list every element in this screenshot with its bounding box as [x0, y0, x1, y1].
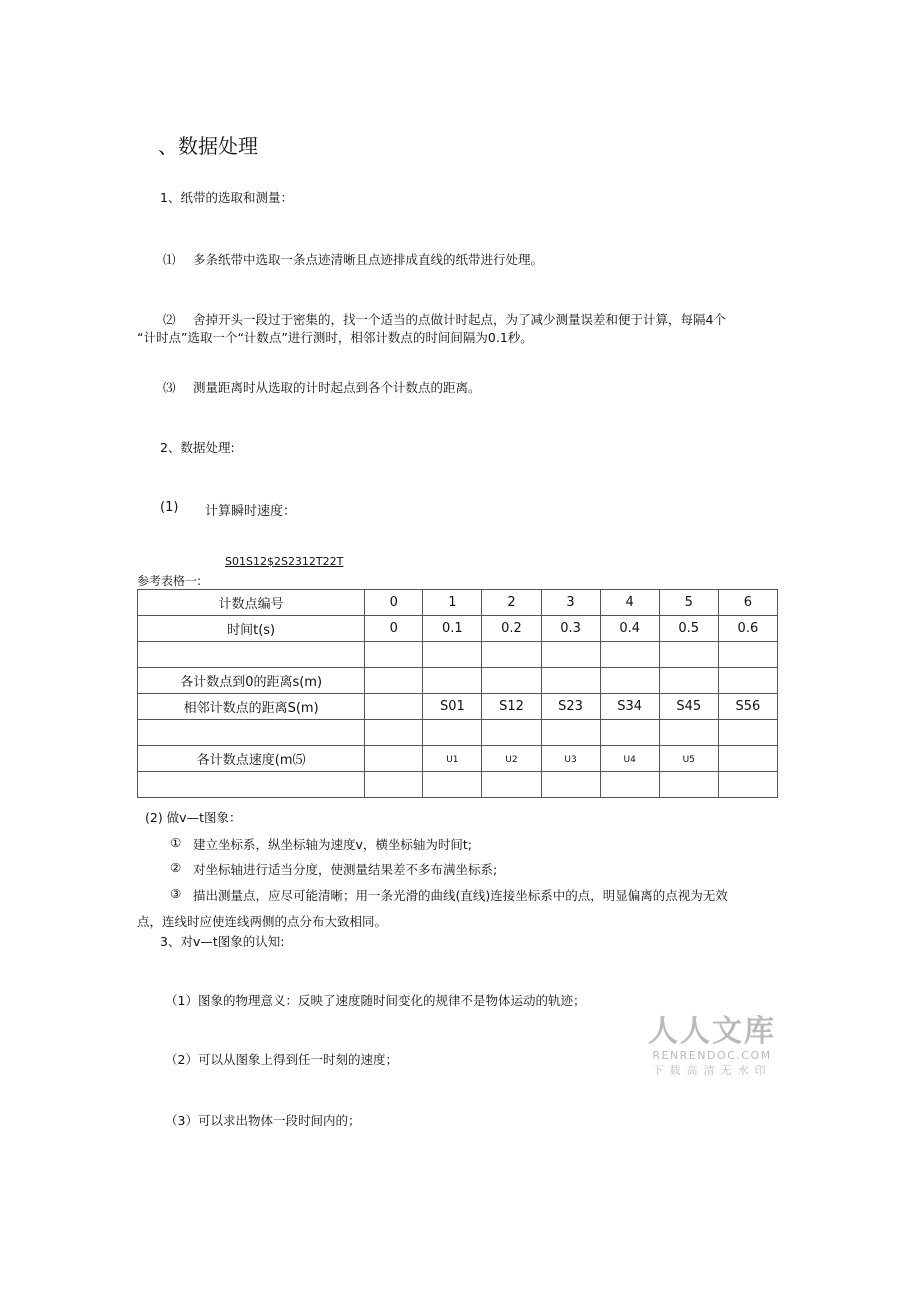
- table-cell: S45: [659, 694, 718, 720]
- table-cell: 6: [718, 590, 777, 616]
- table-cell: [482, 772, 541, 798]
- table-cell: [541, 668, 600, 694]
- table-cell: [718, 746, 777, 772]
- table-cell: [482, 746, 541, 772]
- table-cell: 4: [600, 590, 659, 616]
- table-cell: S12: [482, 694, 541, 720]
- velocity-symbol: U4: [623, 755, 636, 765]
- table-cell: [718, 720, 777, 746]
- table-cell: [541, 772, 600, 798]
- item-number: ⑶: [163, 380, 176, 395]
- step-number: ③: [170, 886, 182, 901]
- table-row: [138, 642, 778, 668]
- step-text: 对坐标轴进行适当分度，使测量结果差不多布满坐标系;: [193, 862, 498, 877]
- item-text: 测量距离时从选取的计时起点到各个计数点的距离。: [193, 380, 481, 395]
- table-cell: 0.6: [718, 616, 777, 642]
- velocity-symbol: U3: [564, 755, 577, 765]
- table-cell: 0.1: [423, 616, 482, 642]
- table-cell: 各计数点到0的距离s(m): [138, 668, 365, 694]
- table-cell: [138, 720, 365, 746]
- table-cell: 0.3: [541, 616, 600, 642]
- table-row: [138, 772, 778, 798]
- table-cell: [718, 668, 777, 694]
- table-cell: [365, 642, 423, 668]
- table-cell: [541, 642, 600, 668]
- table-row: [138, 668, 778, 694]
- table-cell: [659, 720, 718, 746]
- table-cell: 计数点编号: [138, 590, 365, 616]
- table-cell: S34: [600, 694, 659, 720]
- item-number: ⑵: [163, 312, 176, 327]
- list-item: （3）可以求出物体一段时间内的；: [165, 1113, 361, 1128]
- table-cell: [659, 746, 718, 772]
- table-cell: [659, 642, 718, 668]
- table-cell: [718, 772, 777, 798]
- table-row: [138, 616, 778, 642]
- table-cell: S23: [541, 694, 600, 720]
- table-cell: 0: [365, 616, 423, 642]
- section1-title: 1、纸带的选取和测量：: [160, 190, 293, 205]
- table-cell: 5: [659, 590, 718, 616]
- table-cell: [541, 720, 600, 746]
- table-cell: [600, 772, 659, 798]
- table-cell: [138, 642, 365, 668]
- table-cell: [600, 746, 659, 772]
- table-cell: [365, 694, 423, 720]
- table-cell: 0.4: [600, 616, 659, 642]
- watermark: [648, 1015, 776, 1079]
- item-text: 多条纸带中选取一条点迹清晰且点迹排成直线的纸带进行处理。: [193, 252, 544, 267]
- table-cell: [482, 668, 541, 694]
- table-cell: 2: [482, 590, 541, 616]
- table-cell: [659, 772, 718, 798]
- table-caption: 参考表格一:: [137, 574, 202, 588]
- table-cell: [659, 668, 718, 694]
- table-row: [138, 590, 778, 616]
- formula: S01S12$2S2312T22T: [225, 555, 344, 568]
- table-cell: 各计数点速度(m⑸: [138, 746, 365, 772]
- section-heading: 、数据处理: [158, 134, 258, 158]
- table-cell: 相邻计数点的距离S(m): [138, 694, 365, 720]
- watermark-title: 人人文库: [648, 1014, 776, 1049]
- table-cell: 1: [423, 590, 482, 616]
- table-cell: 0: [365, 590, 423, 616]
- step-number: ②: [170, 860, 182, 875]
- table-cell: [600, 642, 659, 668]
- section2-title: 2、数据处理:: [160, 440, 235, 455]
- table-row: [138, 694, 778, 720]
- list-item: （1）图象的物理意义：反映了速度随时间变化的规律不是物体运动的轨迹；: [165, 993, 586, 1008]
- table-cell: [482, 720, 541, 746]
- table-cell: 0.5: [659, 616, 718, 642]
- step-text: 建立坐标系，纵坐标轴为速度v，横坐标轴为时间t;: [193, 837, 473, 852]
- data-table: [137, 589, 778, 798]
- subsection-title: (2) 做v—t图象：: [145, 810, 242, 825]
- table-cell: [365, 668, 423, 694]
- section3-title: 3、对v—t图象的认知:: [160, 934, 285, 949]
- table-cell: [541, 746, 600, 772]
- step-text-continued: 点，连线时应使连线两侧的点分布大致相同。: [137, 914, 388, 929]
- list-item: （2）可以从图象上得到任一时刻的速度；: [165, 1052, 398, 1067]
- velocity-symbol: U1: [446, 755, 459, 765]
- item-text-continued: “计时点”选取一个“计数点”进行测时，相邻计数点的时间间隔为0.1秒。: [137, 330, 533, 345]
- table-row: [138, 746, 778, 772]
- watermark-site: RENRENDOC.COM: [652, 1049, 772, 1062]
- table-cell: [423, 720, 482, 746]
- table-cell: [423, 772, 482, 798]
- watermark-slogan: 下载高清无水印: [652, 1064, 772, 1077]
- table-cell: S01: [423, 694, 482, 720]
- velocity-symbol: U5: [682, 755, 695, 765]
- velocity-symbol: U2: [505, 755, 518, 765]
- table-cell: 0.2: [482, 616, 541, 642]
- step-number: ①: [170, 835, 182, 850]
- table-cell: [482, 642, 541, 668]
- step-text: 描出测量点，应尽可能清晰；用一条光滑的曲线(直线)连接坐标系中的点，明显偏离的点视为无效: [193, 888, 728, 903]
- item-number: ⑴: [163, 252, 176, 267]
- table-cell: [600, 668, 659, 694]
- table-cell: [718, 642, 777, 668]
- table-cell: 3: [541, 590, 600, 616]
- subsection-number: (1): [160, 500, 179, 515]
- table-cell: [365, 720, 423, 746]
- item-text: 舍掉开头一段过于密集的，找一个适当的点做计时起点，为了减少测量误差和便于计算，每隔4个: [193, 312, 726, 327]
- table-cell: [423, 642, 482, 668]
- subsection-title: 计算瞬时速度：: [205, 504, 297, 519]
- table-row: [138, 720, 778, 746]
- table-cell: S56: [718, 694, 777, 720]
- table-cell: [365, 746, 423, 772]
- table-cell: [138, 772, 365, 798]
- table-cell: [365, 772, 423, 798]
- table-cell: [423, 668, 482, 694]
- table-cell: 时间t(s): [138, 616, 365, 642]
- table-cell: [423, 746, 482, 772]
- table-cell: [600, 720, 659, 746]
